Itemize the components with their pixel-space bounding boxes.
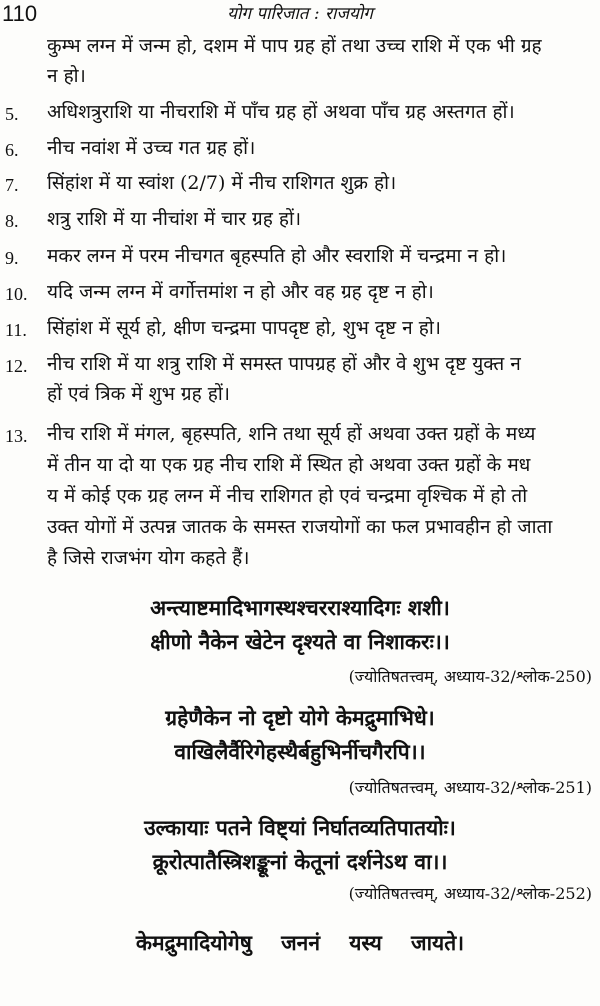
list-item-line: में तीन या दो या एक ग्रह नीच राशि में स्थित हो अथवा उक्त ग्रहों के मध [47, 454, 531, 476]
list-item-line: नीच नवांश में उच्च गत ग्रह हों। [47, 137, 256, 159]
item-number: 5. [5, 104, 19, 124]
list-item-line: नीच राशि में मंगल, बृहस्पति, शनि तथा सूर्य हों अथवा उक्त ग्रहों के मध्य [47, 423, 536, 445]
item-number: 8. [5, 211, 19, 231]
intro-line: कुम्भ लग्न में जन्म हो, दशम में पाप ग्रह हों तथा उच्च राशि में एक भी ग्रह [47, 35, 542, 57]
verse-line: अन्त्याष्टमादिभागस्थश्चरराश्यादिगः शशी। [150, 595, 450, 620]
verse-reference: (ज्योतिषतत्त्वम्, अध्याय-32/श्लोक-252) [348, 884, 592, 903]
verse-line: उल्कायाः पतने विष्ट्यां निर्घातव्यतिपातयोः। [144, 815, 456, 840]
list-item-line: हों एवं त्रिक में शुभ ग्रह हों। [47, 383, 230, 405]
running-title: योग पारिजात : राजयोग [227, 4, 373, 24]
verse-reference: (ज्योतिषतत्त्वम्, अध्याय-32/श्लोक-250) [348, 667, 592, 686]
verse-line: केमद्रुमादियोगेषु जननं यस्य जायते। [135, 930, 465, 955]
list-item-line: नीच राशि में या शत्रु राशि में समस्त पापग्रह हों और वे शुभ दृष्ट युक्त न [47, 353, 521, 375]
list-item-line: सिंहांश में सूर्य हो, क्षीण चन्द्रमा पापदृष्ट हो, शुभ दृष्ट न हो। [47, 317, 441, 339]
item-number: 6. [5, 140, 19, 160]
list-item-line: यदि जन्म लग्न में वर्गोत्तमांश न हो और वह ग्रह दृष्ट न हो। [47, 281, 434, 303]
list-item-line: मकर लग्न में परम नीचगत बृहस्पति हो और स्वराशि में चन्द्रमा न हो। [47, 245, 507, 267]
verse-line: वाखिलैर्वैरिगेहस्थैर्बहुभिर्नीचगैरपि।। [174, 739, 426, 764]
list-item-line: उक्त योगों में उत्पन्न जातक के समस्त राजयोगों का फल प्रभावहीन हो जाता [47, 516, 553, 538]
verse-line: ग्रहेणैकेन नो दृष्टो योगे केमद्रुमाभिधे। [165, 705, 435, 730]
list-item-line: है जिसे राजभंग योग कहते हैं। [47, 547, 250, 569]
verse-line: क्षीणो नैकेन खेटेन दृश्यते वा निशाकरः।। [150, 629, 450, 654]
item-number: 12. [5, 356, 28, 376]
list-item-line: सिंहांश में या स्वांश (2/7) में नीच राशिगत शुक्र हो। [47, 172, 397, 194]
list-item-line: य में कोई एक ग्रह लग्न में नीच राशिगत हो एवं चन्द्रमा वृश्चिक में हो तो [47, 485, 528, 507]
page-number: 110 [2, 1, 38, 26]
item-number: 10. [5, 284, 28, 304]
item-number: 11. [5, 320, 27, 340]
verse-reference: (ज्योतिषतत्त्वम्, अध्याय-32/श्लोक-251) [348, 778, 592, 797]
list-item-line: शत्रु राशि में या नीचांश में चार ग्रह हों। [47, 208, 302, 230]
verse-line: क्रूरोत्पातैस्त्रिशङ्कूनां केतूनां दर्शनेऽथ वा।। [152, 849, 448, 874]
intro-line: न हो। [47, 65, 86, 87]
item-number: 7. [5, 175, 19, 195]
item-number: 9. [5, 248, 19, 268]
item-number: 13. [5, 426, 28, 446]
list-item-line: अधिशत्रुराशि या नीचराशि में पाँच ग्रह हों अथवा पाँच ग्रह अस्तगत हों। [47, 101, 515, 123]
